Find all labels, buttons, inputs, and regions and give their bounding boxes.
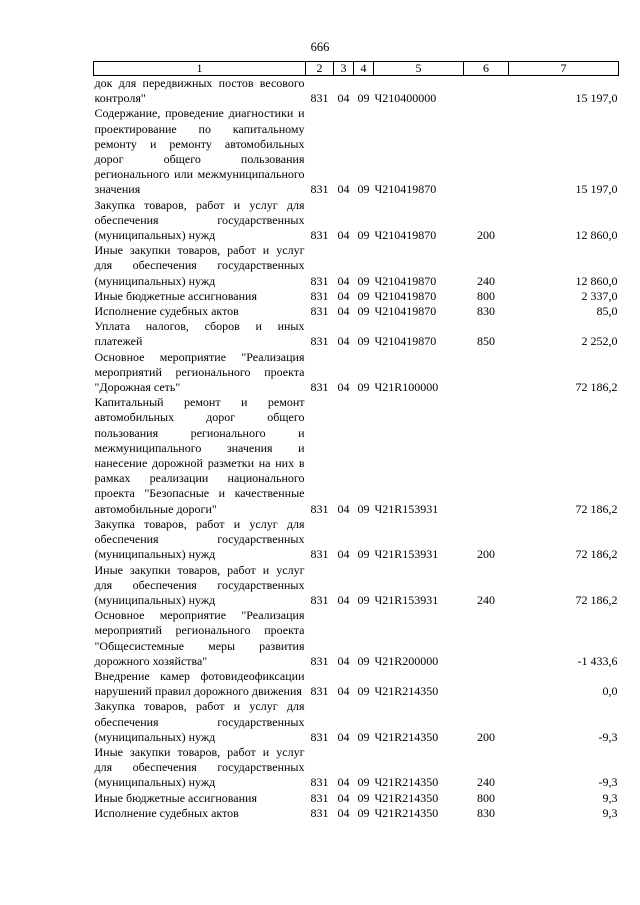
row-target-code: Ч21R214350 — [374, 775, 439, 790]
row-subsection: 09 — [357, 288, 370, 303]
row-subsection: 09 — [357, 592, 370, 607]
row-name: Закупка товаров, работ и услуг для обеспечения государственных (муниципальных) нужд — [94, 516, 305, 562]
page-number: 666 — [310, 40, 330, 54]
row-section: 04 — [337, 790, 350, 805]
row-target-code: Ч21R214350 — [374, 790, 439, 805]
row-name: Внедрение камер фотовидеофиксации нарушений правил дорожного движения — [94, 668, 305, 699]
table-row — [94, 304, 619, 319]
row-name: Исполнение судебных актов — [94, 304, 239, 319]
row-ministry-code: 831 — [310, 304, 329, 319]
row-expense-type — [464, 76, 509, 107]
row-target-code: Ч21R153931 — [374, 501, 439, 516]
column-header-2: 2 — [306, 62, 334, 76]
row-ministry-code: 831 — [310, 380, 329, 395]
row-amount: 9,3 — [602, 805, 618, 820]
row-target-code: Ч21R153931 — [374, 592, 439, 607]
table-row — [94, 517, 619, 563]
row-section: 04 — [337, 547, 350, 562]
table-row — [94, 198, 619, 244]
row-target-code: Ч210419870 — [374, 182, 437, 197]
table-row — [94, 563, 619, 609]
row-target-code: Ч210419870 — [374, 334, 437, 349]
table-row — [94, 243, 619, 289]
row-section: 04 — [337, 592, 350, 607]
row-amount: 12 860,0 — [575, 273, 618, 288]
row-section: 04 — [337, 91, 350, 106]
row-section: 04 — [337, 775, 350, 790]
table-row — [94, 745, 619, 791]
row-target-code: Ч21R100000 — [374, 380, 439, 395]
row-subsection: 09 — [357, 790, 370, 805]
row-amount: -1 433,6 — [577, 653, 618, 668]
row-target-code: Ч21R153931 — [374, 547, 439, 562]
row-subsection: 09 — [357, 304, 370, 319]
row-section: 04 — [337, 380, 350, 395]
row-ministry-code: 831 — [310, 273, 329, 288]
row-subsection: 09 — [357, 805, 370, 820]
row-name: Основное мероприятие "Реализация мероприятий регионального проекта "Общесистемные меры развития дорожного хозяйства" — [94, 608, 305, 668]
row-subsection: 09 — [357, 273, 370, 288]
row-amount: 72 186,2 — [575, 501, 618, 516]
column-header-1: 1 — [94, 62, 306, 76]
row-expense-type: 800 — [477, 790, 495, 805]
column-header-7: 7 — [509, 62, 619, 76]
row-ministry-code: 831 — [310, 805, 329, 820]
table-row — [94, 319, 619, 349]
table-row — [94, 395, 619, 517]
row-section: 04 — [337, 273, 350, 288]
row-name: Иные закупки товаров, работ и услуг для обеспечения государственных (муниципальных) нужд — [94, 744, 305, 790]
row-expense-type — [464, 106, 509, 197]
row-expense-type: 240 — [477, 775, 495, 790]
table-row — [94, 669, 619, 699]
row-ministry-code: 831 — [310, 182, 329, 197]
column-header-5: 5 — [374, 62, 464, 76]
row-amount: 2 252,0 — [581, 334, 618, 349]
row-ministry-code: 831 — [310, 653, 329, 668]
row-subsection: 09 — [357, 182, 370, 197]
row-name: Уплата налогов, сборов и иных платежей — [94, 319, 305, 349]
row-subsection: 09 — [357, 501, 370, 516]
row-target-code: Ч210419870 — [374, 304, 437, 319]
row-target-code: Ч210419870 — [374, 288, 437, 303]
row-name: Основное мероприятие "Реализация мероприятий регионального проекта "Дорожная сеть" — [94, 349, 305, 395]
table-row — [94, 791, 619, 806]
row-name: Исполнение судебных актов — [94, 805, 239, 820]
row-ministry-code: 831 — [310, 729, 329, 744]
row-name: Закупка товаров, работ и услуг для обеспечения государственных (муниципальных) нужд — [94, 197, 305, 243]
row-section: 04 — [337, 805, 350, 820]
row-subsection: 09 — [357, 380, 370, 395]
column-header-6: 6 — [464, 62, 509, 76]
table-row — [94, 76, 619, 107]
row-expense-type: 200 — [477, 228, 495, 243]
column-header-3: 3 — [334, 62, 354, 76]
row-amount: 72 186,2 — [575, 380, 618, 395]
row-subsection: 09 — [357, 91, 370, 106]
row-expense-type: 830 — [477, 805, 495, 820]
row-ministry-code: 831 — [310, 91, 329, 106]
table-row — [94, 350, 619, 396]
row-target-code: Ч21R214350 — [374, 684, 439, 699]
row-name: Иные закупки товаров, работ и услуг для обеспечения государственных (муниципальных) нужд — [94, 243, 305, 288]
row-amount: -9,3 — [598, 775, 618, 790]
row-section: 04 — [337, 334, 350, 349]
row-target-code: Ч21R214350 — [374, 729, 439, 744]
row-target-code: Ч210400000 — [374, 91, 437, 106]
table-row — [94, 806, 619, 821]
row-expense-type: 200 — [477, 547, 495, 562]
budget-table — [93, 61, 619, 821]
row-subsection: 09 — [357, 334, 370, 349]
row-amount: 2 337,0 — [581, 288, 618, 303]
row-section: 04 — [337, 182, 350, 197]
row-section: 04 — [337, 684, 350, 699]
budget-table-body — [94, 62, 619, 821]
row-expense-type — [464, 608, 509, 669]
row-ministry-code: 831 — [310, 592, 329, 607]
row-subsection: 09 — [357, 547, 370, 562]
row-target-code: Ч210419870 — [374, 273, 437, 288]
row-expense-type: 200 — [477, 729, 495, 744]
row-subsection: 09 — [357, 775, 370, 790]
row-section: 04 — [337, 288, 350, 303]
row-subsection: 09 — [357, 653, 370, 668]
row-expense-type — [464, 395, 509, 517]
row-subsection: 09 — [357, 228, 370, 243]
row-target-code: Ч21R214350 — [374, 805, 439, 820]
table-row — [94, 608, 619, 669]
row-target-code: Ч210419870 — [374, 228, 437, 243]
row-amount: 0,0 — [602, 684, 618, 699]
row-ministry-code: 831 — [310, 684, 329, 699]
table-row — [94, 106, 619, 197]
row-ministry-code: 831 — [310, 547, 329, 562]
row-name: док для передвижных постов весового контроля" — [94, 76, 305, 106]
row-amount: 85,0 — [596, 304, 618, 319]
row-expense-type: 800 — [477, 288, 495, 303]
row-section: 04 — [337, 653, 350, 668]
row-name: Иные бюджетные ассигнования — [94, 288, 257, 303]
row-ministry-code: 831 — [310, 501, 329, 516]
table-row — [94, 699, 619, 745]
row-section: 04 — [337, 228, 350, 243]
row-subsection: 09 — [357, 729, 370, 744]
row-amount: -9,3 — [598, 729, 618, 744]
row-amount: 12 860,0 — [575, 228, 618, 243]
row-ministry-code: 831 — [310, 228, 329, 243]
row-name: Иные закупки товаров, работ и услуг для обеспечения государственных (муниципальных) нужд — [94, 562, 305, 607]
row-section: 04 — [337, 304, 350, 319]
row-expense-type: 830 — [477, 304, 495, 319]
row-amount: 72 186,2 — [575, 592, 618, 607]
row-ministry-code: 831 — [310, 288, 329, 303]
row-amount: 72 186,2 — [575, 547, 618, 562]
row-amount: 15 197,0 — [575, 91, 618, 106]
row-name: Закупка товаров, работ и услуг для обеспечения государственных (муниципальных) нужд — [94, 699, 305, 744]
row-ministry-code: 831 — [310, 775, 329, 790]
row-name: Иные бюджетные ассигнования — [94, 790, 257, 805]
row-amount: 9,3 — [602, 790, 618, 805]
row-subsection: 09 — [357, 684, 370, 699]
column-header-4: 4 — [354, 62, 374, 76]
row-ministry-code: 831 — [310, 790, 329, 805]
row-expense-type — [464, 350, 509, 396]
row-ministry-code: 831 — [310, 334, 329, 349]
row-expense-type: 240 — [477, 592, 495, 607]
row-section: 04 — [337, 501, 350, 516]
table-row — [94, 289, 619, 304]
row-expense-type — [464, 669, 509, 699]
row-name: Капитальный ремонт и ремонт автомобильных дорог общего пользования регионального и межмуниципального значения и нанесение дорожной разметки на них в рамках реализации национального проекта "Безопасные и качественные автомобильные дороги" — [94, 395, 305, 516]
row-section: 04 — [337, 729, 350, 744]
row-name: Содержание, проведение диагностики и проектирование по капитальному ремонту и ремонту автомобильных дорог общего пользования регионального или межмуниципального значения — [94, 106, 305, 197]
row-amount: 15 197,0 — [575, 182, 618, 197]
row-expense-type: 850 — [477, 334, 495, 349]
table-header-row — [94, 62, 619, 76]
row-target-code: Ч21R200000 — [374, 653, 439, 668]
row-expense-type: 240 — [477, 273, 495, 288]
